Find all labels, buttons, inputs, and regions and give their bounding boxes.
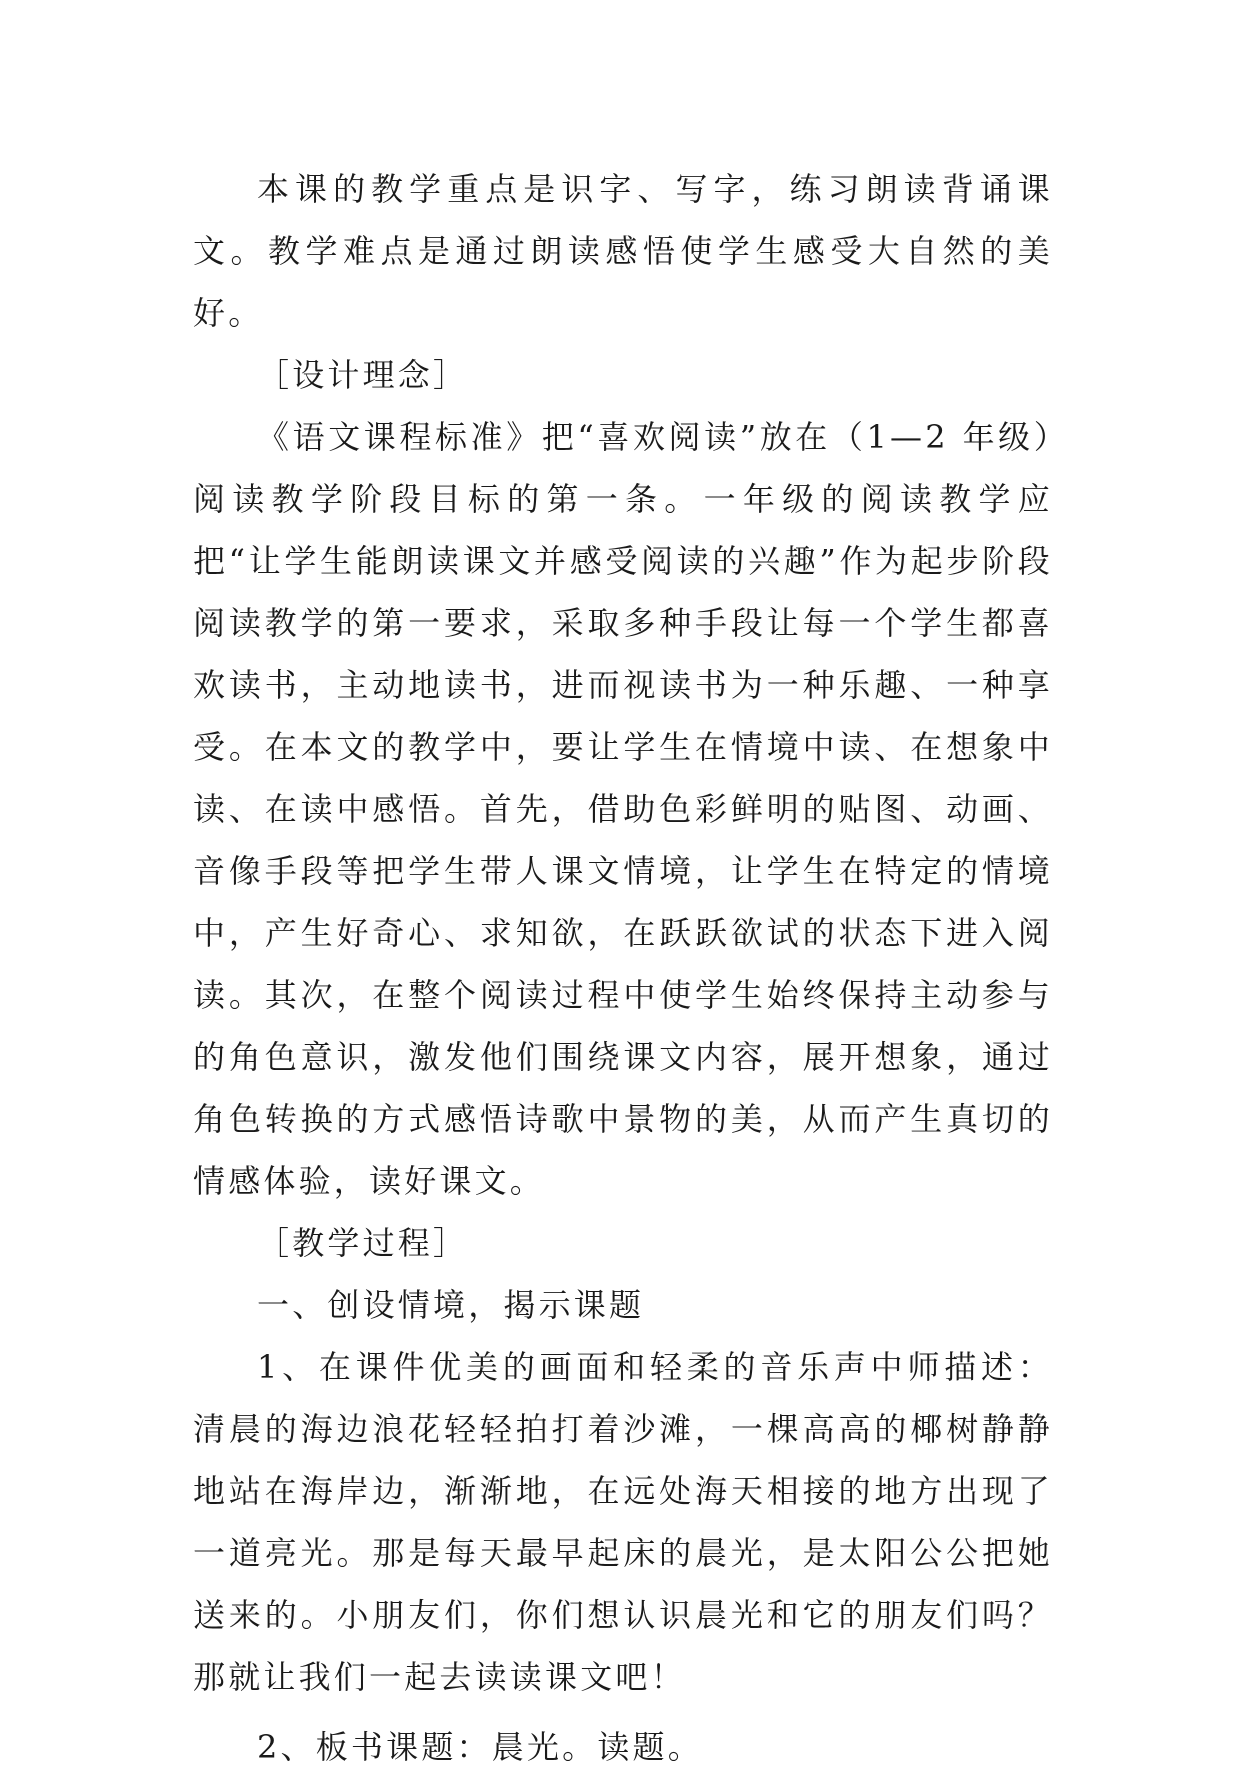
paragraph-design-concept: 《语文课程标准》把“喜欢阅读”放在（1—2 年级）阅读教学阶段目标的第一条。一年级的阅读教学应把“让学生能朗读课文并感受阅读的兴趣”作为起步阶段阅读教学的第一要求，采取多种手段让每一个学生都喜欢读书，主动地读书，进而视读书为一种乐趣、一种享受。在本文的教学中，要让学生在情境中读、在想象中读、在读中感悟。首先，借助色彩鲜明的贴图、动画、音像手段等把学生带人课文情境，让学生在特定的情境中，产生好奇心、求知欲，在跃跃欲试的状态下进入阅读。其次，在整个阅读过程中使学生始终保持主动参与的角色意识，激发他们围绕课文内容，展开想象，通过角色转换的方式感悟诗歌中景物的美，从而产生真切的情感体验，读好课文。 (193, 418, 1053, 1200)
paragraph-key-points: 本课的教学重点是识字、写字，练习朗读背诵课文。教学难点是通过朗读感悟使学生感受大自然的美好。 (193, 170, 1053, 332)
heading-design-concept: ［设计理念］ (257, 356, 469, 394)
paragraph-step-1: 1、在课件优美的画面和轻柔的音乐声中师描述：清晨的海边浪花轻轻拍打着沙滩，一棵高高的椰树静静地站在海岸边，渐渐地，在远处海天相接的地方出现了一道亮光。那是每天最早起床的晨光，是太阳公公把她送来的。小朋友们，你们想认识晨光和它的朋友们吗？那就让我们一起去读读课文吧！ (193, 1348, 1053, 1696)
body-text (193, 158, 1053, 1778)
heading-teaching-process: ［教学过程］ (257, 1224, 469, 1262)
section-heading-create-scene: 一、创设情境，揭示课题 (257, 1286, 645, 1324)
paragraph-step-2: 2、板书课题：晨光。读题。 (257, 1728, 703, 1766)
